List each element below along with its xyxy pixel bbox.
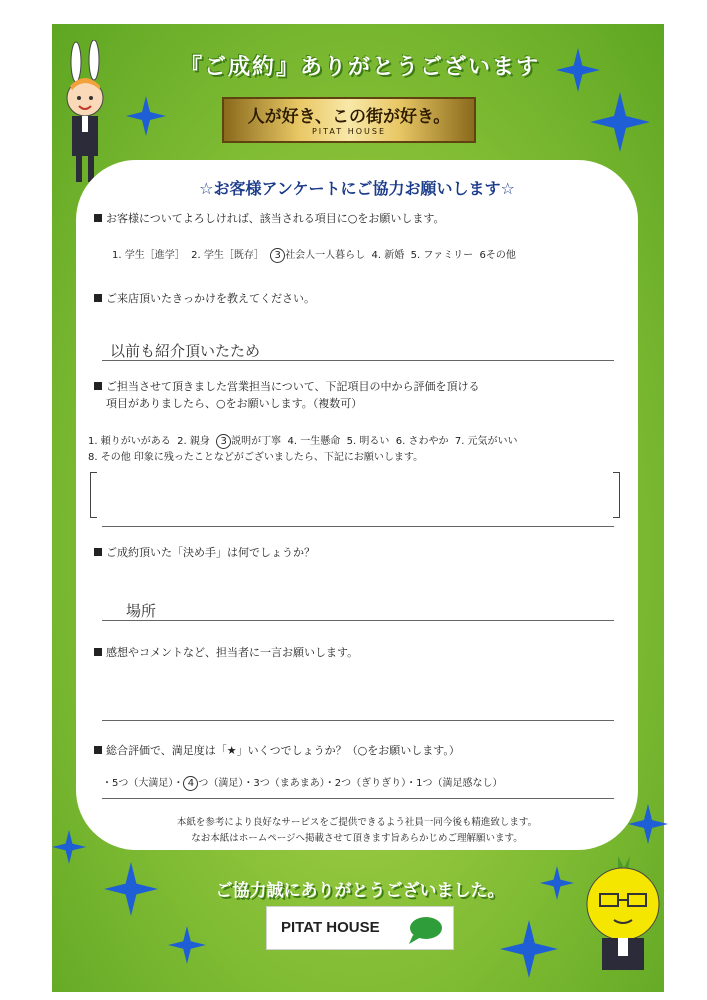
star-icon (126, 96, 166, 136)
q3-option-6: 6. さわやか (395, 436, 449, 447)
survey-card (76, 160, 638, 850)
question-6-text: 総合評価で、満足度は「★」いくつでしょうか？（○をお願いします。） (106, 744, 460, 757)
answer-line (102, 526, 614, 527)
star-icon (500, 920, 558, 978)
footnote-line-1: 本紙を参考により良好なサービスをご提供できるよう社員一同今後も精進致します。 (176, 817, 538, 828)
star-icon (168, 926, 206, 964)
q3-option-3-circled-number: 3 (216, 434, 231, 449)
q6-option-4: つ（満足）・ (198, 778, 254, 789)
question-1 (94, 210, 445, 226)
q6-option-1: 1つ（満足感なし） (416, 778, 503, 789)
q1-option-6: 6その他 (479, 250, 516, 261)
right-bracket (613, 472, 620, 518)
q1-option-3-circled-number: 3 (270, 248, 285, 263)
answer-line (102, 720, 614, 721)
yellow-mascot-illustration (578, 852, 668, 972)
q3-option-3: 説明が丁寧 (231, 436, 282, 447)
question-4-answer: 場所 (126, 602, 157, 620)
page-title: 『ご成約』ありがとうございます (179, 55, 540, 80)
square-bullet-icon (94, 548, 102, 556)
slogan-banner (222, 97, 476, 143)
q6-option-3: 3つ（まあまあ）・ (253, 778, 335, 789)
q1-option-5: 5. ファミリー (410, 250, 474, 261)
question-5 (94, 644, 358, 660)
q6-option-5: ・5つ（大満足）・ (102, 778, 184, 789)
question-2-answer: 以前も紹介頂いたため (110, 342, 261, 360)
thanks-message: ご協力誠にありがとうございました。 (215, 881, 505, 901)
question-4 (94, 544, 315, 560)
answer-line (102, 360, 614, 361)
question-3-text-line2: 項目がありましたら、○をお願いします。（複数可） (106, 397, 363, 410)
star-icon (590, 92, 650, 152)
q1-option-4: 4. 新婚 (371, 250, 405, 261)
answer-line (102, 620, 614, 621)
question-6-options (102, 774, 503, 791)
question-4-text: ご成約頂いた「決め手」は何でしょうか？ (106, 546, 315, 559)
q3-option-2: 2. 親身 (177, 436, 210, 447)
square-bullet-icon (94, 214, 102, 222)
footnote-line-2: なお本紙はホームページへ掲載させて頂きます旨あらかじめご理解願います。 (191, 833, 523, 844)
logo-text: PITAT HOUSE (281, 919, 380, 936)
q6-option-2: 2つ（ぎりぎり）・ (334, 778, 417, 789)
square-bullet-icon (94, 294, 102, 302)
q3-option-5: 5. 明るい (346, 436, 390, 447)
speech-bubble-logo-icon (407, 915, 443, 945)
comment-bracket-box (90, 472, 620, 516)
question-3-text-line1: ご担当させて頂きました営業担当について、下記項目の中から評価を頂ける (106, 380, 480, 393)
banner-brand: PITAT HOUSE (311, 127, 387, 136)
q1-option-2: 2. 学生［既存］ (191, 250, 264, 261)
left-bracket (90, 472, 97, 518)
slogan-text: 人が好き、この街が好き。 (247, 107, 451, 127)
question-2-text: ご来店頂いたきっかけを教えてください。 (106, 292, 315, 305)
pitat-house-logo (266, 906, 454, 950)
square-bullet-icon (94, 648, 102, 656)
q3-option-8: 8. その他 印象に残ったことなどがございましたら、下記にお願いします。 (88, 452, 424, 463)
q6-option-4-circled-number: 4 (183, 776, 198, 791)
question-1-options (112, 246, 516, 263)
question-5-text: 感想やコメントなど、担当者に一言お願いします。 (106, 646, 359, 659)
question-3-options (88, 432, 628, 449)
q3-option-7: 7. 元気がいい (454, 436, 518, 447)
square-bullet-icon (94, 382, 102, 390)
q3-option-1: 1. 頼りがいがある (88, 436, 171, 447)
q1-option-3: 社会人一人暮らし (285, 250, 366, 261)
question-2 (94, 290, 315, 306)
q1-option-1: 1. 学生［進学］ (112, 250, 185, 261)
square-bullet-icon (94, 746, 102, 754)
answer-line (102, 798, 614, 799)
q3-option-4: 4. 一生懸命 (287, 436, 341, 447)
question-6 (94, 742, 460, 758)
question-1-text: お客様についてよろしければ、該当される項目に○をお願いします。 (106, 212, 445, 225)
question-3 (94, 378, 480, 412)
survey-title: ☆お客様アンケートにご協力お願いします☆ (199, 179, 515, 198)
